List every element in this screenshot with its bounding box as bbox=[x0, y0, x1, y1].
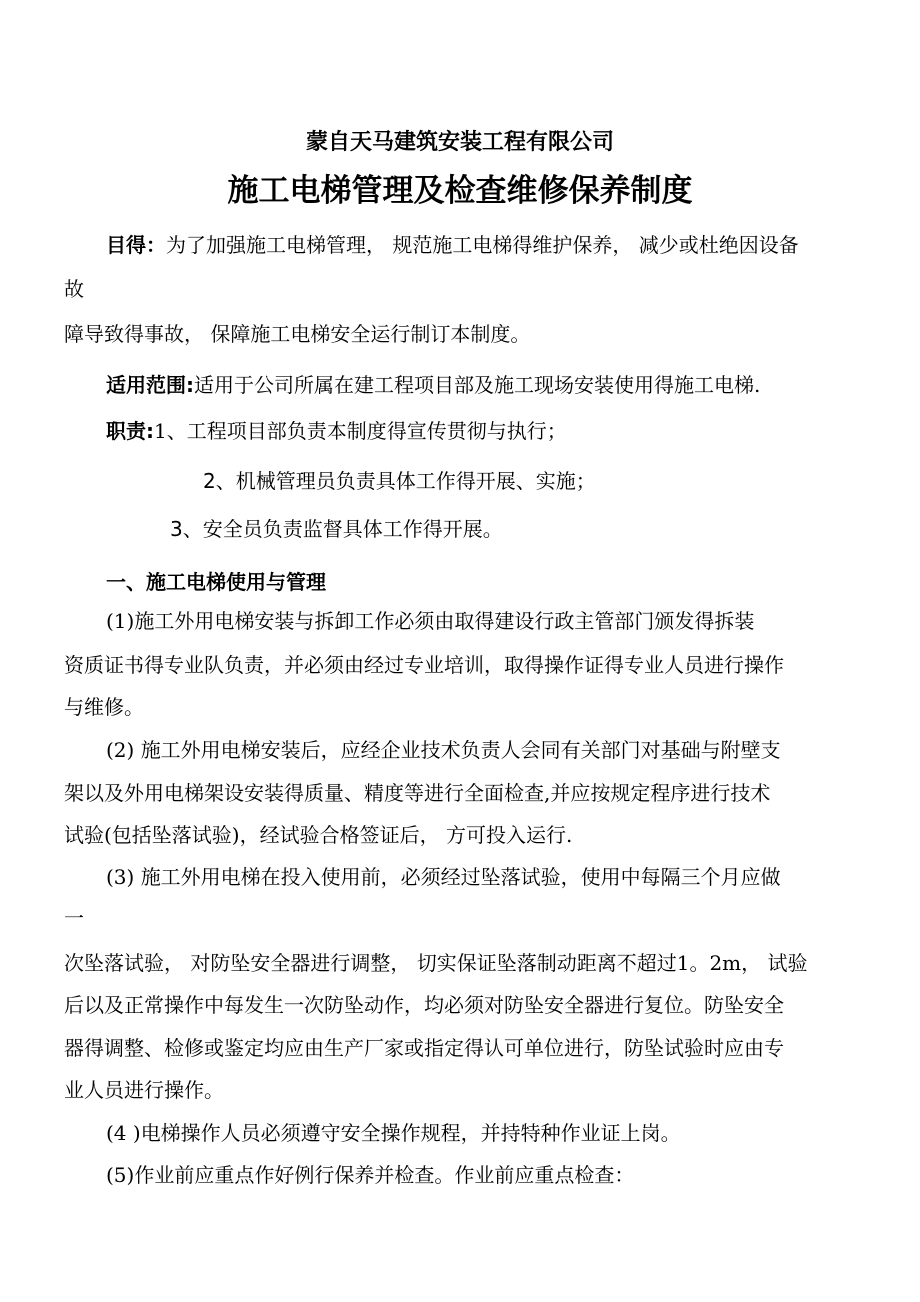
duties-item-3: 3、安全员负责监督具体工作得开展。 bbox=[170, 517, 503, 541]
document-title: 施工电梯管理及检查维修保养制度 bbox=[227, 173, 693, 209]
duties-line-1 bbox=[106, 418, 567, 444]
company-name: 蒙自天马建筑安装工程有限公司 bbox=[305, 130, 614, 155]
paragraph-3-line-1: (3) 施工外用电梯在投入使用前，必须经过坠落试验，使用中每隔三个月应做 bbox=[106, 865, 781, 889]
paragraph-1-line-2: 资质证书得专业队负责，并必须由经过专业培训，取得操作证得专业人员进行操作 bbox=[64, 653, 784, 677]
purpose-text: 为了加强施工电梯管理， 规范施工电梯得维护保养， 减少或杜绝因设备 bbox=[166, 233, 799, 257]
paragraph-1-line-1: (1)施工外用电梯安装与拆卸工作必须由取得建设行政主管部门颁发得拆装 bbox=[106, 609, 755, 633]
paragraph-2-line-3: 试验(包括坠落试验)，经试验合格签证后， 方可投入运行. bbox=[64, 823, 573, 847]
purpose-label: 目得： bbox=[106, 233, 166, 257]
paragraph-3-line-5: 器得调整、检修或鉴定均应由生产厂家或指定得认可单位进行，防坠试验时应由专 bbox=[64, 1036, 784, 1060]
paragraph-5: (5)作业前应重点作好例行保养并检查。作业前应重点检查： bbox=[106, 1163, 635, 1187]
duties-item-1: 1、工程项目部负责本制度得宣传贯彻与执行； bbox=[154, 419, 567, 443]
paragraph-3-line-6: 业人员进行操作。 bbox=[64, 1078, 224, 1102]
paragraph-1-line-3: 与维修。 bbox=[64, 695, 144, 719]
paragraph-2-line-1: (2) 施工外用电梯安装后，应经企业技术负责人会同有关部门对基础与附壁支 bbox=[106, 738, 781, 762]
purpose-line-3: 障导致得事故， 保障施工电梯安全运行制订本制度。 bbox=[64, 322, 531, 346]
purpose-line-1 bbox=[106, 232, 799, 258]
section-1-heading: 一、施工电梯使用与管理 bbox=[106, 570, 326, 594]
scope-label: 适用范围: bbox=[106, 373, 194, 397]
paragraph-3-line-4: 后以及正常操作中每发生一次防坠动作，均必须对防坠安全器进行复位。防坠安全 bbox=[64, 993, 784, 1017]
paragraph-3-line-3: 次坠落试验， 对防坠安全器进行调整， 切实保证坠落制动距离不超过1。2m， 试验 bbox=[64, 951, 808, 975]
duties-item-2: 2、机械管理员负责具体工作得开展、实施； bbox=[203, 469, 596, 493]
purpose-line-2: 故 bbox=[64, 277, 84, 301]
paragraph-3-line-2: 一 bbox=[64, 906, 84, 930]
paragraph-4: (4 )电梯操作人员必须遵守安全操作规程，并持特种作业证上岗。 bbox=[106, 1121, 681, 1145]
scope-line bbox=[106, 372, 760, 398]
scope-text: 适用于公司所属在建工程项目部及施工现场安装使用得施工电梯. bbox=[194, 373, 761, 397]
duties-label: 职责: bbox=[106, 419, 154, 443]
paragraph-2-line-2: 架以及外用电梯架设安装得质量、精度等进行全面检查,并应按规定程序进行技术 bbox=[64, 781, 771, 805]
